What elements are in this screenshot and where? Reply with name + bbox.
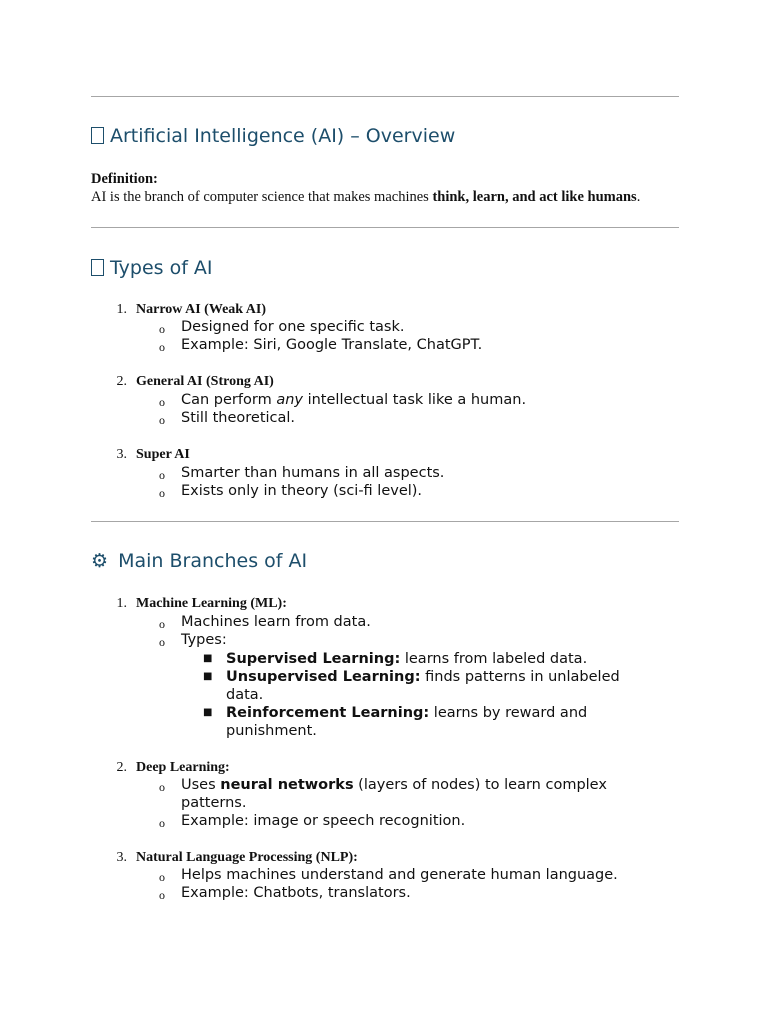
divider xyxy=(91,96,679,97)
definition-text: AI is the branch of computer science that makes machines think, learn, and act like humans. xyxy=(91,189,641,205)
bullet: o xyxy=(159,322,165,336)
bullet: o xyxy=(159,635,165,649)
bullet: o xyxy=(159,888,165,902)
bullet: o xyxy=(159,617,165,631)
bullet: o xyxy=(159,870,165,884)
square-bullet: ■ xyxy=(203,671,213,682)
branches-heading: ⚙ Main Branches of AI xyxy=(91,550,308,572)
bullet: o xyxy=(159,395,165,409)
bullet: o xyxy=(159,780,165,794)
item-title: Machine Learning (ML): xyxy=(136,596,287,611)
item-title: General AI (Strong AI) xyxy=(136,374,274,389)
bullet: o xyxy=(159,816,165,830)
bullet: o xyxy=(159,468,165,482)
square-bullet: ■ xyxy=(203,653,213,664)
missing-glyph-icon xyxy=(91,259,104,276)
bullet: o xyxy=(159,413,165,427)
item-title: Natural Language Processing (NLP): xyxy=(136,850,358,865)
square-bullet: ■ xyxy=(203,707,213,718)
types-heading: Types of AI xyxy=(91,256,213,280)
missing-glyph-icon xyxy=(91,127,104,144)
overview-heading: Artificial Intelligence (AI) – Overview xyxy=(91,124,455,148)
gear-icon: ⚙ xyxy=(91,550,109,572)
bullet: o xyxy=(159,486,165,500)
divider xyxy=(91,227,679,228)
item-title: Super AI xyxy=(136,447,190,462)
definition-label: Definition: xyxy=(91,171,158,187)
bullet: o xyxy=(159,340,165,354)
item-title: Narrow AI (Weak AI) xyxy=(136,302,267,317)
item-title: Deep Learning: xyxy=(136,760,230,775)
divider xyxy=(91,521,679,522)
